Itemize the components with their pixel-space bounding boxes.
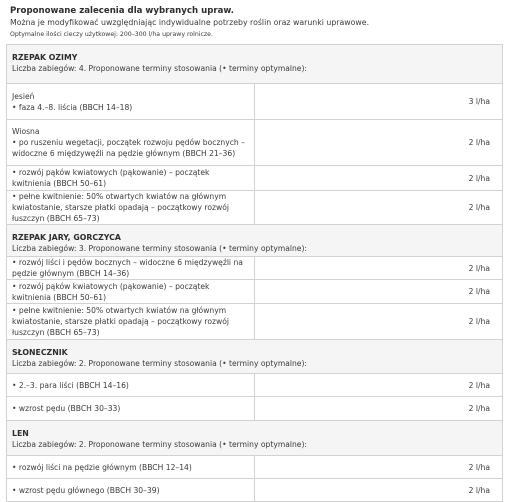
table-row bbox=[7, 84, 503, 120]
section-header-slonecznik bbox=[7, 340, 503, 374]
dose-value: 2 l/ha bbox=[255, 166, 503, 191]
intro-title: Proponowane zalecenia dla wybranych upraw. bbox=[10, 6, 235, 16]
intro-note: Można je modyfikować uwzględniając indywidualne potrzeby roślin oraz warunki uprawowe. bbox=[10, 18, 370, 27]
table-row bbox=[7, 280, 503, 304]
row-text: • wzrost pędu (BBCH 30–33) bbox=[7, 397, 255, 421]
row-text: • rozwój liści i pędów bocznych – widoczne 6 międzywęźli na pędzie głównym (BBCH 14–36) bbox=[7, 257, 255, 280]
recommendations-table bbox=[6, 44, 503, 502]
table-row bbox=[7, 166, 503, 191]
dose-value: 2 l/ha bbox=[255, 191, 503, 225]
table-row bbox=[7, 304, 503, 340]
table-row bbox=[7, 191, 503, 225]
dose-value: 2 l/ha bbox=[255, 257, 503, 280]
season-label: Jesień bbox=[12, 91, 35, 101]
section-subtitle: Liczba zabiegów: 3. Proponowane terminy stosowania (• terminy optymalne): bbox=[12, 244, 307, 253]
dose-value: 2 l/ha bbox=[255, 456, 503, 479]
dose-value: 2 l/ha bbox=[255, 280, 503, 304]
section-subtitle: Liczba zabiegów: 2. Proponowane terminy stosowania (• terminy optymalne): bbox=[12, 440, 307, 449]
section-name: RZEPAK JARY, GORCZYCA bbox=[12, 233, 121, 242]
row-text: • 2.–3. para liści (BBCH 14–16) bbox=[7, 374, 255, 397]
section-header-rzepak-jary bbox=[7, 225, 503, 257]
section-header-len bbox=[7, 421, 503, 456]
row-text: • pełne kwitnienie: 50% otwartych kwiatów na głównym kwiatostanie, starsze płatki opadają – początkowy rozwój łuszczyn (BBCH 65–73) bbox=[7, 304, 255, 340]
dose-value: 2 l/ha bbox=[255, 120, 503, 166]
table-row bbox=[7, 374, 503, 397]
section-name: SŁONECZNIK bbox=[12, 348, 68, 357]
row-text: • faza 4.–8. liścia (BBCH 14–18) bbox=[12, 102, 133, 112]
table-row bbox=[7, 479, 503, 502]
row-text: • po ruszeniu wegetacji, początek rozwoju pędów bocznych – widoczne 6 międzywęźli na pędzie głównym (BBCH 21–36) bbox=[12, 138, 245, 158]
intro-volume: Optymalne ilości cieczy użytkowej: 200–300 l/ha uprawy rolnicze. bbox=[10, 31, 213, 38]
dose-value: 2 l/ha bbox=[255, 397, 503, 421]
dose-value: 3 l/ha bbox=[255, 84, 503, 120]
section-name: RZEPAK OZIMY bbox=[12, 53, 78, 62]
section-subtitle: Liczba zabiegów: 2. Proponowane terminy stosowania (• terminy optymalne): bbox=[12, 359, 307, 368]
row-text: • pełne kwitnienie: 50% otwartych kwiatów na głównym kwiatostanie, starsze płatki opadają – początkowy rozwój łuszczyn (BBCH 65–73) bbox=[7, 191, 255, 225]
section-subtitle: Liczba zabiegów: 4. Proponowane terminy stosowania (• terminy optymalne): bbox=[12, 64, 307, 73]
table-row bbox=[7, 257, 503, 280]
table-row bbox=[7, 120, 503, 166]
section-name: LEN bbox=[12, 429, 29, 438]
table-row bbox=[7, 397, 503, 421]
row-text: • rozwój pąków kwiatowych (pąkowanie) – początek kwitnienia (BBCH 50–61) bbox=[7, 166, 255, 191]
dose-value: 2 l/ha bbox=[255, 304, 503, 340]
row-text: • wzrost pędu głównego (BBCH 30–39) bbox=[7, 479, 255, 502]
dose-value: 2 l/ha bbox=[255, 479, 503, 502]
season-label: Wiosna bbox=[12, 127, 40, 136]
section-header-rzepak-ozimy bbox=[7, 45, 503, 84]
row-text: • rozwój pąków kwiatowych (pąkowanie) – początek kwitnienia (BBCH 50–61) bbox=[7, 280, 255, 304]
recommendations-page bbox=[6, 0, 503, 502]
table-row bbox=[7, 456, 503, 479]
row-text: • rozwój liści na pędzie głównym (BBCH 12–14) bbox=[7, 456, 255, 479]
dose-value: 2 l/ha bbox=[255, 374, 503, 397]
intro-block bbox=[6, 0, 503, 44]
